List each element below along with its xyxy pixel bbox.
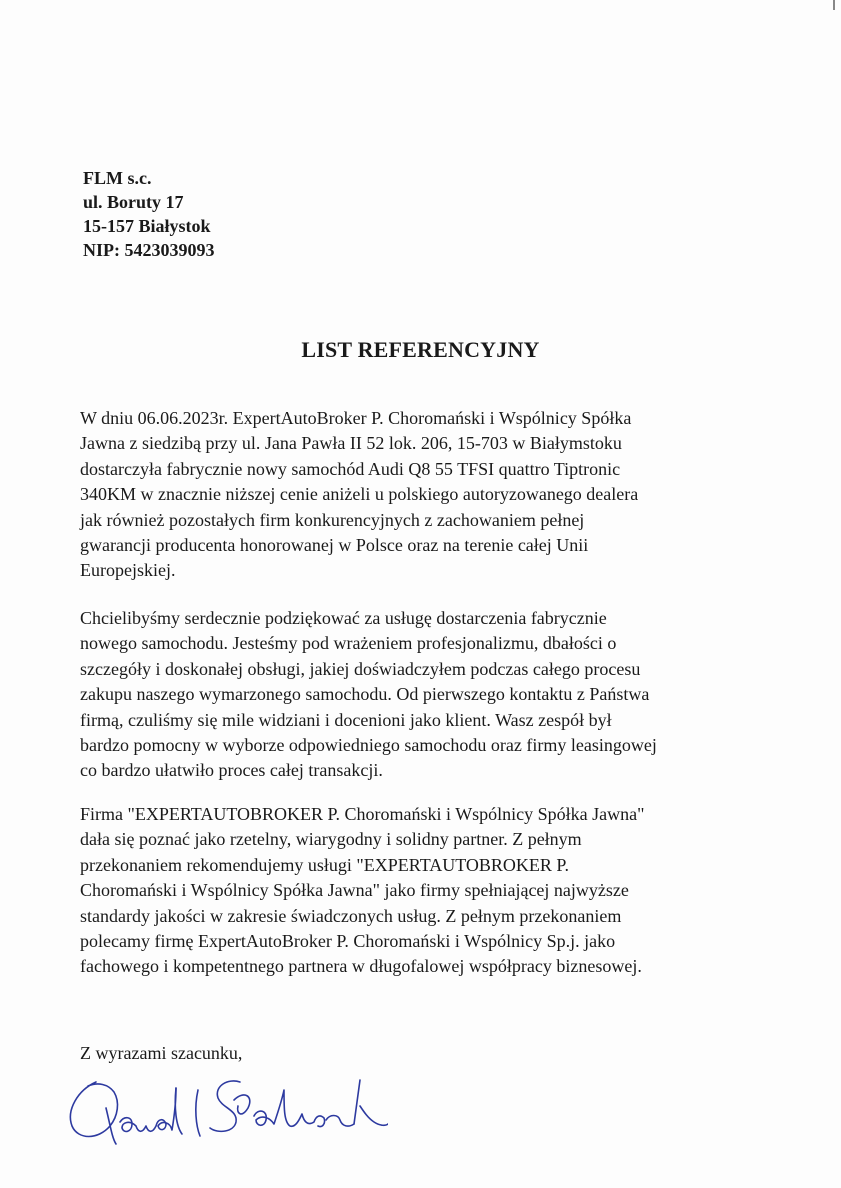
text-line: polecamy firmę ExpertAutoBroker P. Choromański i Wspólnicy Sp.j. jako <box>80 931 616 952</box>
closing-salutation: Z wyrazami szacunku, <box>80 1043 243 1063</box>
text-line: Europejskiej. <box>80 560 176 581</box>
text-line: gwarancji producenta honorowanej w Polsce oraz na terenie całej Unii <box>80 535 589 556</box>
text-line: nowego samochodu. Jesteśmy pod wrażeniem profesjonalizmu, dbałości o <box>80 633 617 654</box>
text-line: 340KM w znacznie niższej cenie aniżeli u polskiego autoryzowanego dealera <box>80 484 639 505</box>
text-line: fachowego i kompetentnego partnera w długofalowej współpracy biznesowej. <box>80 956 642 977</box>
sender-address-block <box>83 166 215 262</box>
sender-street: ul. Boruty 17 <box>83 192 184 212</box>
text-line: przekonaniem rekomendujemy usługi "EXPERTAUTOBROKER P. <box>80 854 569 875</box>
text-line: bardzo pomocny w wyborze odpowiedniego samochodu oraz firmy leasingowej <box>80 735 657 756</box>
text-line: W dniu 06.06.2023r. ExpertAutoBroker P. Choromański i Wspólnicy Spółka <box>80 408 632 428</box>
text-line: jak również pozostałych firm konkurencyjnych z zachowaniem pełnej <box>80 509 585 530</box>
paragraph-recommendation <box>80 802 780 980</box>
text-line: Firma "EXPERTAUTOBROKER P. Choromański i Wspólnicy Spółka Jawna" <box>80 804 645 824</box>
text-line: Choromański i Wspólnicy Spółka Jawna" jako firmy spełniającej najwyższe <box>80 880 629 901</box>
text-line: Jawna z siedzibą przy ul. Jana Pawła II 52 lok. 206, 15-703 w Białymstoku <box>80 433 622 454</box>
sender-nip: NIP: 5423039093 <box>83 240 215 260</box>
text-line: firmą, czuliśmy się mile widziani i docenioni jako klient. Wasz zespół był <box>80 709 612 730</box>
document-title: LIST REFERENCYJNY <box>301 337 540 362</box>
text-line: dała się poznać jako rzetelny, wiarygodny i solidny partner. Z pełnym <box>80 829 582 850</box>
sender-city: 15-157 Białystok <box>83 216 211 236</box>
sender-name: FLM s.c. <box>83 168 152 188</box>
text-line: dostarczyła fabrycznie nowy samochód Audi Q8 55 TFSI quattro Tiptronic <box>80 458 621 479</box>
text-line: szczegóły i doskonałej obsługi, jakiej doświadczyłem podczas całego procesu <box>80 658 641 679</box>
paragraph-delivery <box>80 406 780 584</box>
scan-edge-mark <box>833 0 835 10</box>
paragraph-thanks <box>80 606 780 784</box>
handwritten-signature <box>58 1060 388 1160</box>
text-line: zakupu naszego wymarzonego samochodu. Od pierwszego kontaktu z Państwa <box>80 684 650 705</box>
text-line: standardy jakości w zakresie świadczonych usług. Z pełnym przekonaniem <box>80 905 622 926</box>
text-line: co bardzo ułatwiło proces całej transakcji. <box>80 760 383 781</box>
text-line: Chcielibyśmy serdecznie podziękować za usługę dostarczenia fabrycznie <box>80 608 607 628</box>
